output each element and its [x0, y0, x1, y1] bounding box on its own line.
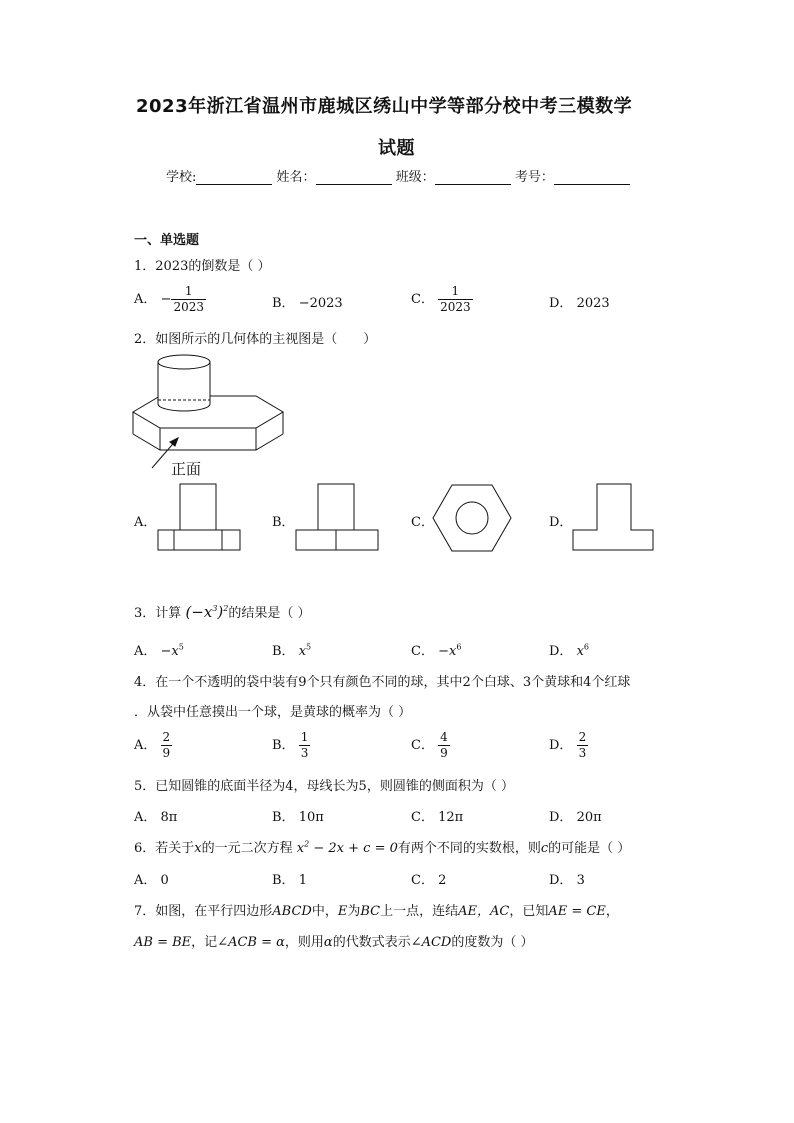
- question-number: 4．: [134, 675, 156, 690]
- option-label: C．: [411, 810, 434, 825]
- question-number: 3．: [134, 606, 156, 621]
- question-text: 如图，在平行四边形: [155, 904, 273, 919]
- question-text: 的一元二次方程: [201, 841, 293, 856]
- q6-option-a[interactable]: [134, 869, 169, 888]
- option-text: 2: [438, 873, 447, 888]
- question-text: ，: [605, 904, 619, 919]
- q5-option-b[interactable]: [272, 806, 324, 825]
- school-label: 学校:: [166, 170, 197, 185]
- question-4-line2: ．从袋中任意摸出一个球，是黄球的概率为（ ）: [134, 705, 412, 720]
- option-text: −2023: [298, 296, 343, 311]
- option-label: A．: [134, 292, 157, 307]
- option-text: 8π: [160, 810, 178, 825]
- fraction: $\frac{2}{9}$: [162, 730, 171, 760]
- question-text: 的可能是（ ）: [548, 841, 631, 856]
- option-label: D．: [549, 810, 573, 825]
- q4-option-b[interactable]: [272, 730, 310, 761]
- math-term: ∠ACB = α: [217, 935, 285, 950]
- question-text: 的代数式表示: [332, 935, 411, 950]
- q5-option-c[interactable]: [411, 806, 463, 825]
- option-text: 2023: [576, 296, 610, 311]
- number-blank[interactable]: [554, 170, 630, 185]
- school-blank[interactable]: [196, 170, 272, 185]
- option-label: D．: [549, 644, 573, 659]
- q4-option-d[interactable]: [549, 730, 588, 761]
- question-7-line2: [134, 931, 534, 950]
- question-text: 中，: [311, 904, 338, 919]
- q1-option-d[interactable]: [549, 292, 610, 311]
- math-term: BC: [360, 904, 381, 919]
- fraction: $\frac{4}{9}$: [440, 730, 448, 760]
- option-exponent: 5: [306, 642, 312, 652]
- question-text: 的结果是（ ）: [228, 606, 311, 621]
- question-number: 2．: [134, 332, 156, 347]
- front-view-label: 正面: [171, 460, 202, 478]
- q1-option-c[interactable]: [411, 284, 473, 315]
- info-fields: [166, 166, 630, 185]
- q6-option-c[interactable]: [411, 869, 446, 888]
- option-text: 3: [576, 873, 585, 888]
- option-text: 10π: [298, 810, 324, 825]
- option-c-shape: [430, 482, 516, 554]
- option-label: C．: [411, 292, 434, 307]
- q4-option-c[interactable]: [411, 730, 450, 761]
- option-base: −x: [160, 644, 179, 659]
- q5-option-a[interactable]: [134, 806, 177, 825]
- class-blank[interactable]: [435, 170, 511, 185]
- q3-option-a[interactable]: [134, 640, 184, 659]
- variable: x: [194, 841, 202, 856]
- option-label: B．: [272, 296, 295, 311]
- question-5: [134, 775, 514, 794]
- question-text: 若关于: [155, 841, 195, 856]
- option-label: A．: [134, 873, 157, 888]
- question-7: [134, 900, 619, 919]
- minus-sign: −: [160, 292, 172, 307]
- question-text: 为: [347, 904, 361, 919]
- option-label: A．: [134, 738, 157, 753]
- q2-option-c[interactable]: C．: [411, 515, 434, 530]
- question-1: [134, 255, 271, 274]
- math-term: ABCD: [272, 904, 312, 919]
- option-text: 12π: [438, 810, 464, 825]
- question-text: 在一个不透明的袋中装有9个只有颜色不同的球，其中2个白球、3个黄球和4个红球: [155, 675, 631, 690]
- question-number: 5．: [134, 779, 156, 794]
- option-label: C．: [411, 738, 434, 753]
- q3-option-b[interactable]: [272, 640, 311, 659]
- option-label: B．: [272, 644, 295, 659]
- fraction: $\frac{2}{3}$: [578, 730, 587, 760]
- question-stem: 如图所示的几何体的主视图是（ ）: [155, 332, 377, 347]
- question-text: 计算: [155, 606, 182, 621]
- fraction: $\frac{1}{3}$: [300, 730, 309, 760]
- variable: c: [540, 841, 549, 856]
- option-b-shape: [294, 482, 380, 552]
- question-number: 1．: [134, 259, 156, 274]
- math-term: ∠ACD: [410, 935, 452, 950]
- option-exponent: 6: [456, 642, 462, 652]
- question-number: 6．: [134, 841, 156, 856]
- option-exponent: 5: [178, 642, 184, 652]
- class-label: 班级：: [395, 170, 435, 185]
- q2-option-d[interactable]: D．: [549, 515, 573, 530]
- question-text: 上一点，连结: [380, 904, 459, 919]
- option-label: A．: [134, 644, 157, 659]
- section-heading: 一、单选题: [134, 233, 200, 248]
- option-label: D．: [549, 296, 573, 311]
- option-label: D．: [549, 738, 573, 753]
- question-stem: 已知圆锥的底面半径为4，母线长为5，则圆锥的侧面积为（ ）: [155, 779, 514, 794]
- question-stem: 2023的倒数是（ ）: [155, 259, 271, 274]
- question-number: 7．: [134, 904, 156, 919]
- option-exponent: 6: [583, 642, 590, 652]
- option-label: C．: [411, 644, 434, 659]
- question-4: [134, 671, 630, 690]
- q6-option-b[interactable]: [272, 869, 307, 888]
- option-label: B．: [272, 738, 295, 753]
- option-base: x: [576, 644, 584, 659]
- option-text: 20π: [576, 810, 602, 825]
- q4-option-a[interactable]: [134, 730, 172, 761]
- option-base: x: [298, 644, 307, 659]
- q6-option-d[interactable]: [549, 869, 585, 888]
- fraction: $\frac{1}{2023}$: [173, 284, 204, 314]
- option-label: B．: [272, 873, 295, 888]
- question-text: ，记: [191, 935, 218, 950]
- name-label: 姓名：: [276, 170, 316, 185]
- equation: $x^2 - 2x + c = 0$: [296, 839, 398, 856]
- q5-option-d[interactable]: [549, 806, 602, 825]
- math-term: AB = BE: [134, 935, 192, 950]
- q3-option-d[interactable]: [549, 640, 589, 659]
- math-term: E: [337, 904, 348, 919]
- option-label: B．: [272, 810, 295, 825]
- question-2: [134, 328, 376, 347]
- q1-option-a[interactable]: [134, 284, 206, 315]
- option-a-shape: [156, 482, 242, 552]
- name-blank[interactable]: [316, 170, 392, 185]
- question-text: 的度数为（ ）: [451, 935, 534, 950]
- question-text: ，则用: [284, 935, 324, 950]
- fraction: $\frac{1}{2023}$: [440, 284, 471, 314]
- q1-option-b[interactable]: [272, 292, 343, 311]
- option-text: 1: [298, 873, 307, 888]
- page-title-line2: 试题: [378, 138, 415, 159]
- math-term: AE = CE: [548, 904, 606, 919]
- option-text: 0: [160, 873, 169, 888]
- option-label: A．: [134, 810, 157, 825]
- math-term: α: [323, 935, 333, 950]
- math-term: AE，AC: [458, 904, 510, 919]
- page-title: 2023年浙江省温州市鹿城区绣山中学等部分校中考三模数学: [136, 96, 633, 117]
- question-6: [134, 837, 630, 856]
- q2-option-a[interactable]: A．: [134, 515, 157, 530]
- solid-figure: [130, 350, 290, 480]
- q2-option-b[interactable]: B．: [272, 515, 295, 530]
- option-d-shape: [571, 482, 657, 552]
- number-label: 考号：: [514, 170, 554, 185]
- expression: $(-x^3)^2$: [185, 603, 229, 621]
- question-text: ，已知: [509, 904, 549, 919]
- question-text: 有两个不同的实数根，则: [397, 841, 541, 856]
- option-label: D．: [549, 873, 573, 888]
- option-base: −x: [438, 644, 457, 659]
- q3-option-c[interactable]: [411, 640, 461, 659]
- question-3: [134, 602, 311, 621]
- option-label: C．: [411, 873, 434, 888]
